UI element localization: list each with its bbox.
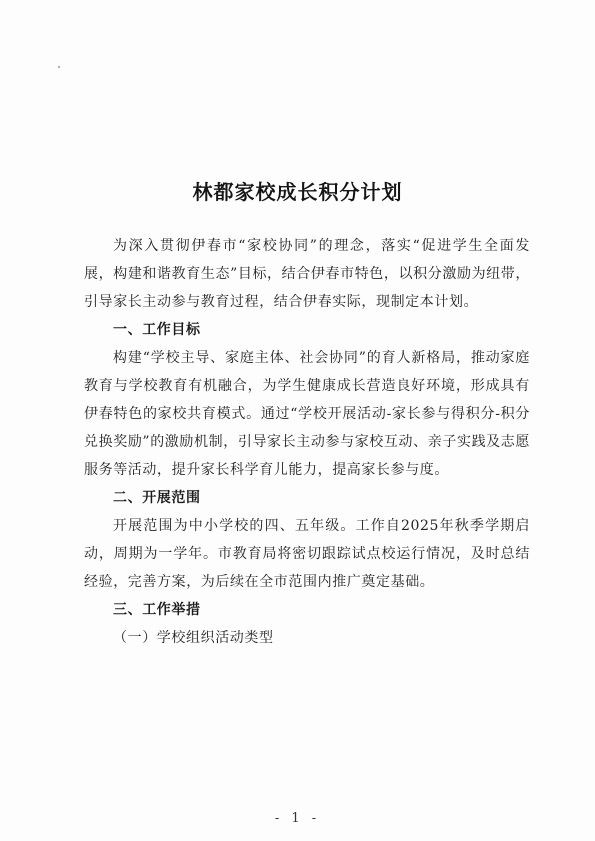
document-title: 林都家校成长积分计划 [192,180,403,204]
intro-paragraph: 为深入贯彻伊春市“家校协同”的理念，落实“促进学生全面发展，构建和谐教育生态”目标，结合伊春市特色，以积分激励为纽带，引导家长主动参与教育过程，结合伊春实际，现制定本计划。 [84,238,530,310]
section-heading-measures: 三、工作举措 [113,602,201,618]
section-heading-scope: 二、开展范围 [113,490,201,506]
document-body [84,232,530,652]
scan-speck [58,66,60,68]
subsection-heading-activity-types: （一）学校组织活动类型 [113,630,274,646]
goals-paragraph: 构建“学校主导、家庭主体、社会协同”的育人新格局，推动家庭教育与学校教育有机融合，为学生健康成长营造良好环境，形成具有伊春特色的家校共育模式。通过“学校开展活动-家长参与得积分-积分兑换奖励”的激励机制，引导家长主动参与家校互动、亲子实践及志愿服务等活动，提升家长科学育儿能力，提高家长参与度。 [84,350,530,478]
section-heading-goals: 一、工作目标 [113,322,201,338]
scope-paragraph: 开展范围为中小学校的四、五年级。工作自2025年秋季学期启动，周期为一学年。市教育局将密切跟踪试点校运行情况，及时总结经验，完善方案，为后续在全市范围内推广奠定基础。 [84,518,530,590]
page-number: - 1 - [274,811,321,826]
